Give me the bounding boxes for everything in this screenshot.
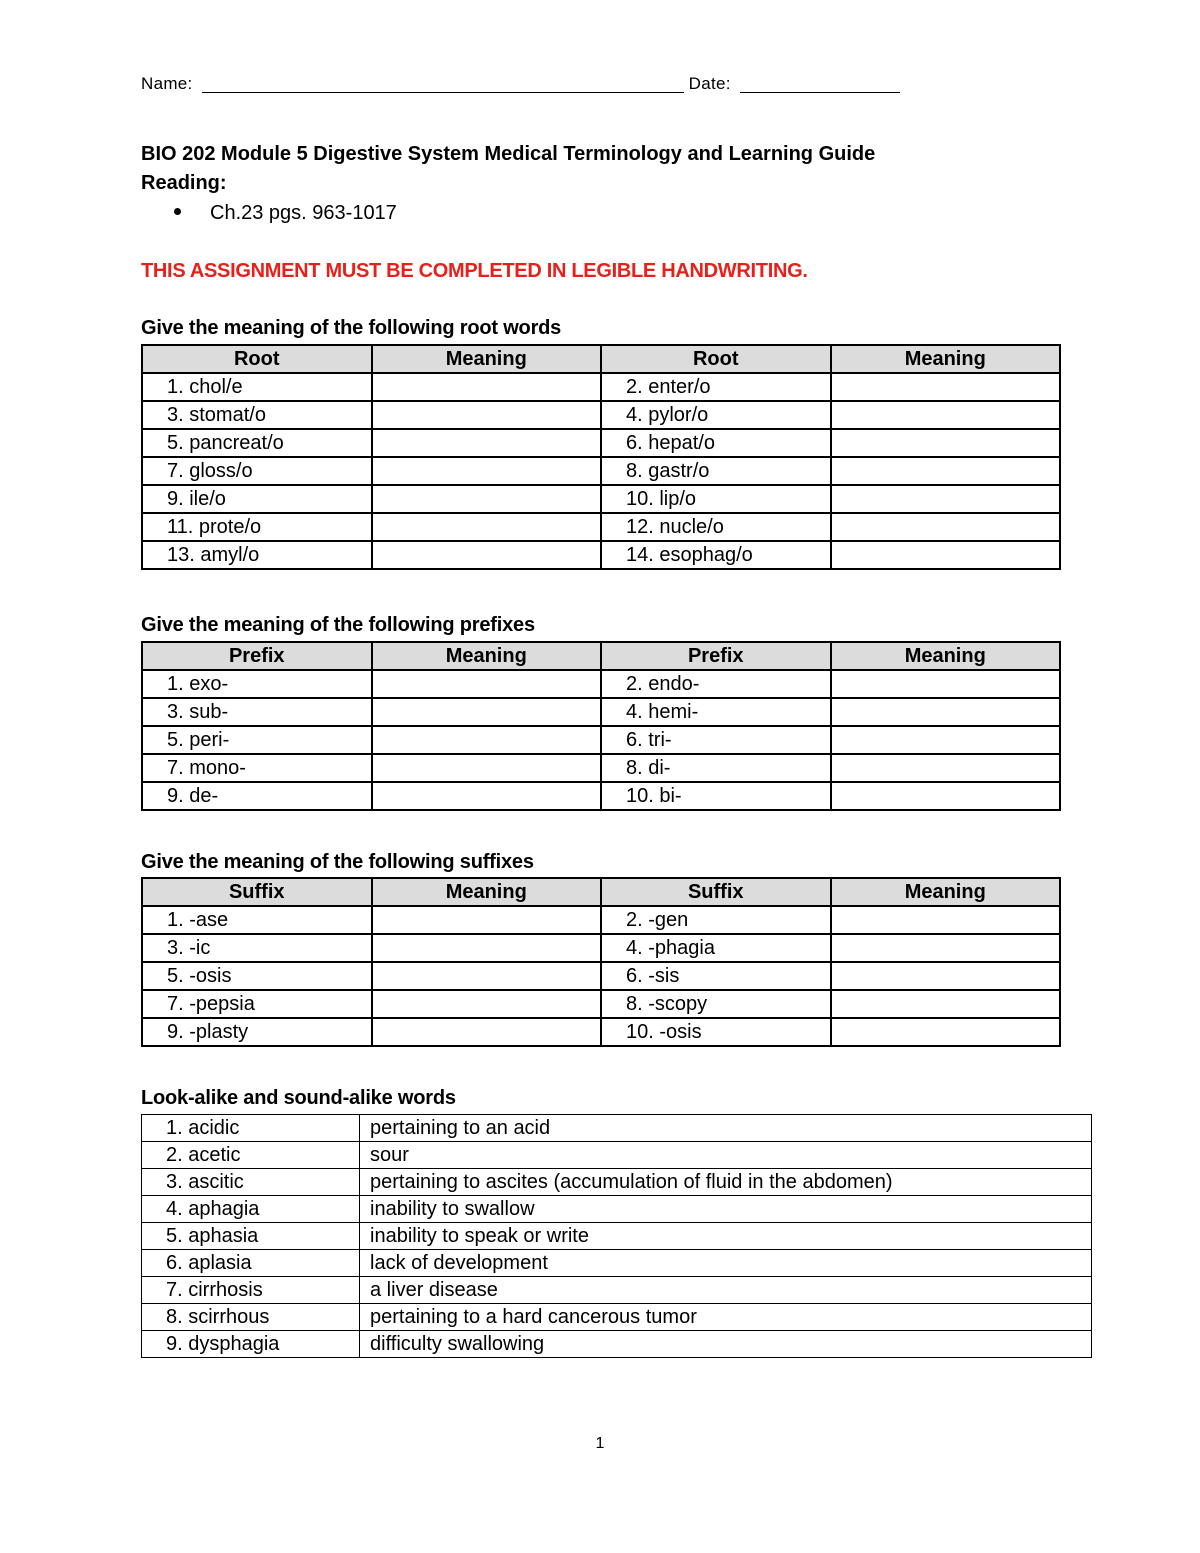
meaning-answer-cell[interactable] [372, 485, 602, 513]
column-header: Meaning [372, 345, 602, 373]
meaning-answer-cell[interactable] [372, 726, 602, 754]
term-cell: 5. pancreat/o [142, 429, 372, 457]
word-cell: 6. aplasia [142, 1250, 360, 1277]
definition-cell: lack of development [360, 1250, 1092, 1277]
term-cell: 8. di- [601, 754, 831, 782]
column-header: Root [601, 345, 831, 373]
term-cell: 7. mono- [142, 754, 372, 782]
meaning-answer-cell[interactable] [831, 962, 1061, 990]
term-cell: 2. endo- [601, 670, 831, 698]
table-row [142, 513, 1060, 541]
term-cell: 4. -phagia [601, 934, 831, 962]
column-header: Meaning [831, 345, 1061, 373]
meaning-answer-cell[interactable] [372, 541, 602, 569]
meaning-answer-cell[interactable] [831, 541, 1061, 569]
term-cell: 6. tri- [601, 726, 831, 754]
table-row [142, 1115, 1092, 1142]
table-header-row [142, 642, 1060, 670]
meaning-answer-cell[interactable] [831, 457, 1061, 485]
meaning-answer-cell[interactable] [831, 906, 1061, 934]
column-header: Root [142, 345, 372, 373]
definition-cell: difficulty swallowing [360, 1331, 1092, 1358]
meaning-answer-cell[interactable] [372, 754, 602, 782]
term-cell: 2. enter/o [601, 373, 831, 401]
table-row [142, 1169, 1092, 1196]
term-cell: 2. -gen [601, 906, 831, 934]
column-header: Suffix [142, 878, 372, 906]
table-row [142, 1196, 1092, 1223]
table-row [142, 541, 1060, 569]
column-header: Prefix [142, 642, 372, 670]
column-header: Meaning [831, 878, 1061, 906]
bullet-icon [174, 208, 181, 215]
term-cell: 4. pylor/o [601, 401, 831, 429]
table-header-row [142, 345, 1060, 373]
suffixes-heading: Give the meaning of the following suffixes [141, 851, 534, 873]
table-row [142, 1331, 1092, 1358]
table-row [142, 906, 1060, 934]
table-row [142, 1142, 1092, 1169]
table-row [142, 485, 1060, 513]
term-cell: 9. -plasty [142, 1018, 372, 1046]
meaning-answer-cell[interactable] [372, 698, 602, 726]
definition-cell: inability to speak or write [360, 1223, 1092, 1250]
term-cell: 8. gastr/o [601, 457, 831, 485]
meaning-answer-cell[interactable] [831, 754, 1061, 782]
roots-table [141, 344, 1061, 570]
meaning-answer-cell[interactable] [831, 485, 1061, 513]
name-label: Name: [141, 74, 193, 93]
reading-label: Reading: [141, 172, 227, 194]
name-blank [202, 74, 684, 93]
term-cell: 9. ile/o [142, 485, 372, 513]
column-header: Meaning [831, 642, 1061, 670]
meaning-answer-cell[interactable] [372, 429, 602, 457]
word-cell: 8. scirrhous [142, 1304, 360, 1331]
term-cell: 1. chol/e [142, 373, 372, 401]
column-header: Meaning [372, 878, 602, 906]
suffixes-table [141, 877, 1061, 1047]
word-cell: 4. aphagia [142, 1196, 360, 1223]
meaning-answer-cell[interactable] [831, 401, 1061, 429]
meaning-answer-cell[interactable] [372, 1018, 602, 1046]
table-row [142, 698, 1060, 726]
term-cell: 10. -osis [601, 1018, 831, 1046]
definition-cell: pertaining to an acid [360, 1115, 1092, 1142]
table-row [142, 401, 1060, 429]
meaning-answer-cell[interactable] [372, 513, 602, 541]
table-row [142, 934, 1060, 962]
term-cell: 12. nucle/o [601, 513, 831, 541]
table-row [142, 962, 1060, 990]
page-number: 1 [595, 1435, 605, 1452]
word-cell: 5. aphasia [142, 1223, 360, 1250]
meaning-answer-cell[interactable] [831, 513, 1061, 541]
word-cell: 2. acetic [142, 1142, 360, 1169]
term-cell: 14. esophag/o [601, 541, 831, 569]
column-header: Suffix [601, 878, 831, 906]
term-cell: 10. lip/o [601, 485, 831, 513]
term-cell: 1. exo- [142, 670, 372, 698]
term-cell: 5. -osis [142, 962, 372, 990]
meaning-answer-cell[interactable] [372, 934, 602, 962]
meaning-answer-cell[interactable] [372, 782, 602, 810]
term-cell: 8. -scopy [601, 990, 831, 1018]
meaning-answer-cell[interactable] [831, 373, 1061, 401]
table-row [142, 1223, 1092, 1250]
table-row [142, 1018, 1060, 1046]
definition-cell: inability to swallow [360, 1196, 1092, 1223]
term-cell: 6. hepat/o [601, 429, 831, 457]
table-row [142, 1277, 1092, 1304]
word-cell: 7. cirrhosis [142, 1277, 360, 1304]
term-cell: 1. -ase [142, 906, 372, 934]
word-cell: 9. dysphagia [142, 1331, 360, 1358]
table-row [142, 1250, 1092, 1277]
table-row [142, 457, 1060, 485]
meaning-answer-cell[interactable] [372, 990, 602, 1018]
page-title: BIO 202 Module 5 Digestive System Medical Terminology and Learning Guide [141, 143, 876, 165]
name-date-line [141, 74, 900, 94]
meaning-answer-cell[interactable] [831, 698, 1061, 726]
meaning-answer-cell[interactable] [372, 906, 602, 934]
table-row [142, 726, 1060, 754]
column-header: Meaning [372, 642, 602, 670]
meaning-answer-cell[interactable] [372, 962, 602, 990]
column-header: Prefix [601, 642, 831, 670]
date-blank [740, 74, 900, 93]
meaning-answer-cell[interactable] [831, 726, 1061, 754]
term-cell: 7. gloss/o [142, 457, 372, 485]
term-cell: 3. stomat/o [142, 401, 372, 429]
word-cell: 3. ascitic [142, 1169, 360, 1196]
table-header-row [142, 878, 1060, 906]
term-cell: 6. -sis [601, 962, 831, 990]
term-cell: 11. prote/o [142, 513, 372, 541]
reading-item [174, 202, 397, 225]
meaning-answer-cell[interactable] [372, 373, 602, 401]
meaning-answer-cell[interactable] [831, 1018, 1061, 1046]
prefixes-heading: Give the meaning of the following prefixes [141, 614, 535, 636]
date-label: Date: [688, 74, 731, 93]
term-cell: 10. bi- [601, 782, 831, 810]
handwriting-warning: THIS ASSIGNMENT MUST BE COMPLETED IN LEGIBLE HANDWRITING. [141, 260, 808, 282]
meaning-answer-cell[interactable] [372, 670, 602, 698]
table-row [142, 1304, 1092, 1331]
table-row [142, 782, 1060, 810]
table-row [142, 429, 1060, 457]
word-cell: 1. acidic [142, 1115, 360, 1142]
roots-heading: Give the meaning of the following root words [141, 317, 562, 339]
prefixes-table [141, 641, 1061, 811]
meaning-answer-cell[interactable] [831, 670, 1061, 698]
definition-cell: sour [360, 1142, 1092, 1169]
meaning-answer-cell[interactable] [831, 429, 1061, 457]
term-cell: 7. -pepsia [142, 990, 372, 1018]
term-cell: 3. sub- [142, 698, 372, 726]
table-row [142, 990, 1060, 1018]
meaning-answer-cell[interactable] [372, 457, 602, 485]
term-cell: 3. -ic [142, 934, 372, 962]
term-cell: 13. amyl/o [142, 541, 372, 569]
meaning-answer-cell[interactable] [831, 990, 1061, 1018]
meaning-answer-cell[interactable] [831, 782, 1061, 810]
definition-cell: pertaining to a hard cancerous tumor [360, 1304, 1092, 1331]
table-row [142, 373, 1060, 401]
term-cell: 9. de- [142, 782, 372, 810]
definition-cell: a liver disease [360, 1277, 1092, 1304]
reading-item-text: Ch.23 pgs. 963-1017 [210, 202, 397, 224]
meaning-answer-cell[interactable] [372, 401, 602, 429]
term-cell: 5. peri- [142, 726, 372, 754]
lookalike-table [141, 1114, 1092, 1358]
table-row [142, 754, 1060, 782]
lookalike-heading: Look-alike and sound-alike words [141, 1087, 456, 1109]
table-row [142, 670, 1060, 698]
definition-cell: pertaining to ascites (accumulation of fluid in the abdomen) [360, 1169, 1092, 1196]
term-cell: 4. hemi- [601, 698, 831, 726]
meaning-answer-cell[interactable] [831, 934, 1061, 962]
